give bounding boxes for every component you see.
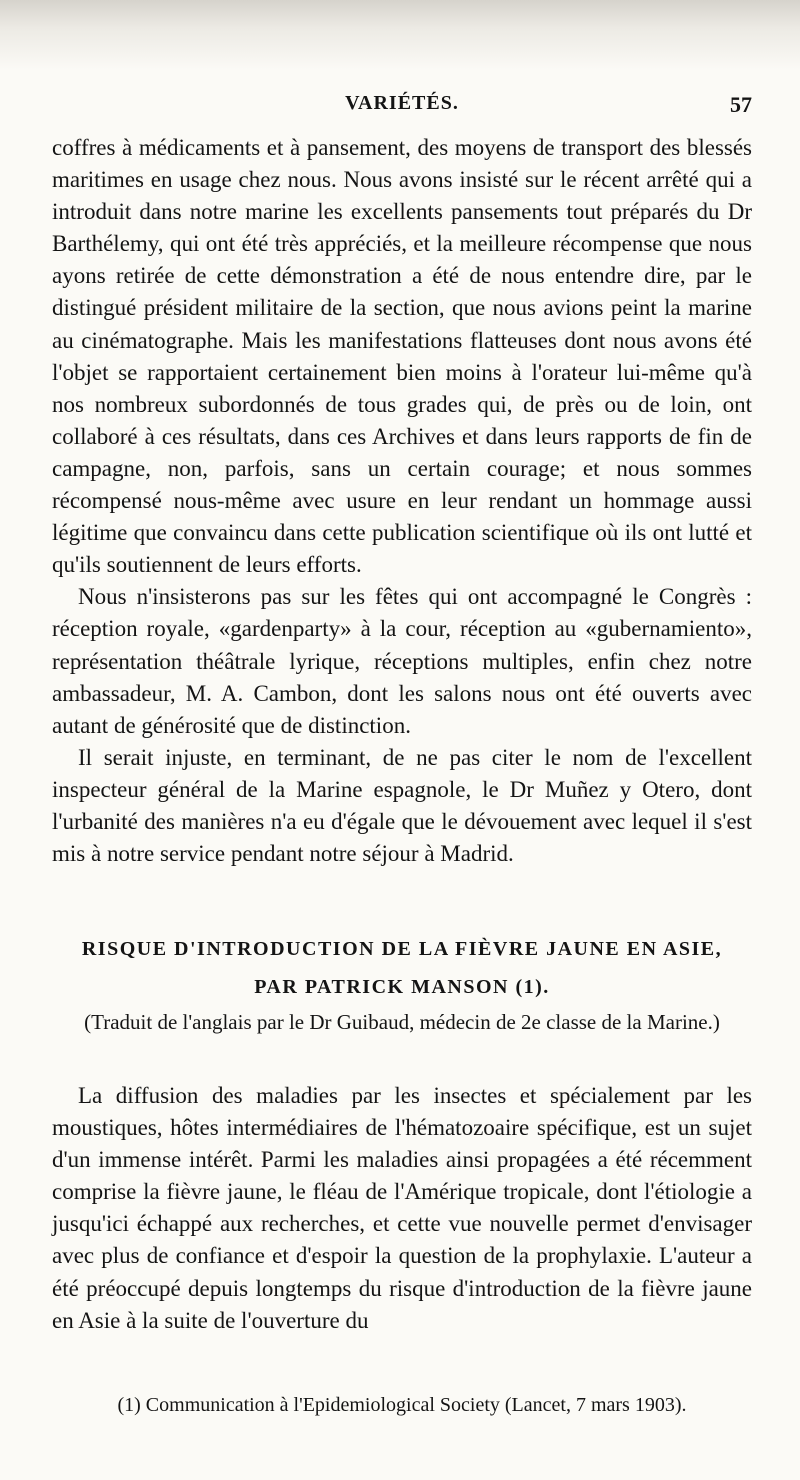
page-number: 57 [730,92,752,117]
translator-note: (Traduit de l'anglais par le Dr Guibaud, médecin de 2e classe de la Marine.) [84,1010,720,1034]
section-body [52,1080,752,1337]
section-title-line2: PAR PATRICK MANSON (1). [254,976,550,998]
paragraph-conclusion: Il serait injuste, en terminant, de ne pas citer le nom de l'excellent inspecteur général de la Marine espagnole, le Dr Muñez y Otero, dont l'urbanité des manières n'a eu d'égale que le dévouement avec lequel il s'est mis à notre service pendant notre séjour à Madrid. [52,744,752,867]
body-text-top [52,132,752,870]
footnote: (1) Communication à l'Epidemiological Society (Lancet, 7 mars 1903). [117,1394,687,1416]
scan-edge-shadow [0,0,800,70]
section-paragraph: La diffusion des maladies par les insectes et spécialement par les moustiques, hôtes intermédiaires de l'hématozoaire spécifique, est un sujet d'un immense intérêt. Parmi les maladies ainsi propagées a été récemment comprise la fièvre jaune, le fléau de l'Amérique tropicale, dont l'étiologie a jusqu'ici échappé aux recherches, et cette vue nouvelle permet d'envisager avec plus de confiance et d'espoir la question de la prophylaxie. L'auteur a été préoccupé depuis longtemps du risque d'introduction de la fièvre jaune en Asie à la suite de l'ouverture du [52,1083,752,1333]
section-title-line1: RISQUE D'INTRODUCTION DE LA FIÈVRE JAUNE EN ASIE, [81,938,723,960]
paragraph-continuation: coffres à médicaments et à pansement, des moyens de transport des blessés maritimes en usage chez nous. Nous avons insisté sur le récent arrêté qui a introduit dans notre marine les excellents pansements tout préparés du Dr Barthélemy, qui ont été très appréciés, et la meilleure récompense que nous ayons retirée de cette démonstration a été de nous entendre dire, par le distingué président militaire de la section, que nous avions peint la marine au cinématographe. Mais les manifestations flatteuses dont nous avons été l'objet se rapportaient certainement bien moins à l'orateur lui-même qu'à nos nombreux subordonnés de tous grades qui, de près ou de loin, ont collaboré à ces résultats, dans ces Archives et dans leurs rapports de fin de campagne, non, parfois, sans un certain courage; et nous sommes récompensé nous-même avec usure en leur rendant un hommage aussi légitime que convaincu dans cette publication scientifique où ils ont lutté et qu'ils soutiennent de leurs efforts. [52,135,752,578]
running-title: VARIÉTÉS. [345,92,459,114]
page-header [52,92,752,122]
paragraph-fetes: Nous n'insisterons pas sur les fêtes qui ont accompagné le Congrès : réception royale, «gardenparty» à la cour, réception au «gubernamiento», représentation théâtrale lyrique, réceptions multiples, enfin chez notre ambassadeur, M. A. Cambon, dont les salons nous ont été ouverts avec autant de générosité que de distinction. [52,584,752,738]
